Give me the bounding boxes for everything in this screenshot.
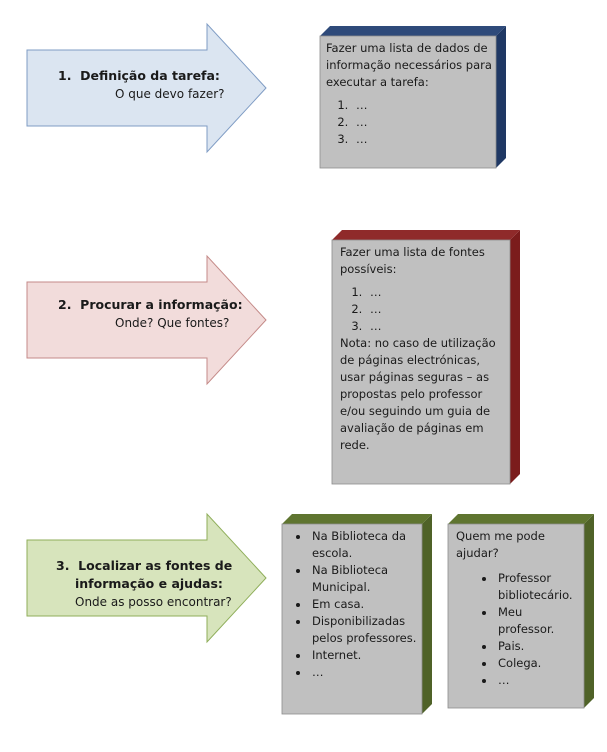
- box-1-list: [326, 97, 492, 148]
- step-2-subtitle: Onde? Que fontes?: [115, 316, 230, 330]
- list-item: 2. …: [366, 301, 506, 318]
- list-item: • Meu professor.: [496, 604, 582, 638]
- step-1-number: 1.: [58, 68, 72, 83]
- sources-list: [288, 528, 418, 681]
- helpers-list: [456, 570, 582, 689]
- box-1-content: [326, 40, 492, 148]
- box-3-left-content: [288, 528, 418, 681]
- step-1-subtitle: O que devo fazer?: [115, 87, 225, 101]
- list-item: • Em casa.: [310, 596, 418, 613]
- list-item: 3. …: [366, 318, 506, 335]
- step-3-subtitle: Onde as posso encontrar?: [75, 595, 232, 609]
- step-1-title-line: [58, 67, 238, 85]
- step-2-number: 2.: [58, 297, 72, 312]
- box-2-intro: Fazer uma lista de fontes possíveis:: [340, 245, 485, 276]
- list-item: 1. …: [366, 284, 506, 301]
- list-item: • Disponibilizadas pelos professores.: [310, 613, 418, 647]
- box-2-content: [340, 244, 506, 454]
- step-2-title-line: [58, 296, 248, 314]
- list-item: • Professor bibliotecário.: [496, 570, 582, 604]
- list-item: • Internet.: [310, 647, 418, 664]
- list-item: 1. …: [352, 97, 492, 114]
- step-2-title: Procurar a informação:: [80, 297, 243, 312]
- list-item: 2. …: [352, 114, 492, 131]
- arrow-2-label: [58, 296, 248, 332]
- list-item: • …: [310, 664, 418, 681]
- box-1-intro: Fazer uma lista de dados de informação necessários para executar a tarefa:: [326, 41, 492, 89]
- list-item: • Pais.: [496, 638, 582, 655]
- step-3-title-line-2: informação e ajudas:: [75, 576, 223, 591]
- list-item: • Na Biblioteca da escola.: [310, 528, 418, 562]
- list-item: 3. …: [352, 131, 492, 148]
- box-2-note: Nota: no caso de utilização de páginas electrónicas, usar páginas seguras – as propostas pelo professor e/ou seguindo um guia de avaliação de páginas em rede.: [340, 336, 496, 452]
- step-1-title: Definição da tarefa:: [80, 68, 220, 83]
- list-item: • Colega.: [496, 655, 582, 672]
- step-3-title-line-1: [56, 557, 246, 575]
- arrow-3-label: [56, 557, 246, 611]
- list-item: • …: [496, 672, 582, 689]
- step-3-title-1: Localizar as fontes de: [78, 558, 233, 573]
- box-2-list: [340, 284, 506, 335]
- helpers-heading: Quem me pode ajudar?: [456, 529, 545, 560]
- list-item: • Na Biblioteca Municipal.: [310, 562, 418, 596]
- step-3-number: 3.: [56, 558, 70, 573]
- arrow-1-label: [58, 67, 238, 103]
- box-3-right-content: [456, 528, 582, 689]
